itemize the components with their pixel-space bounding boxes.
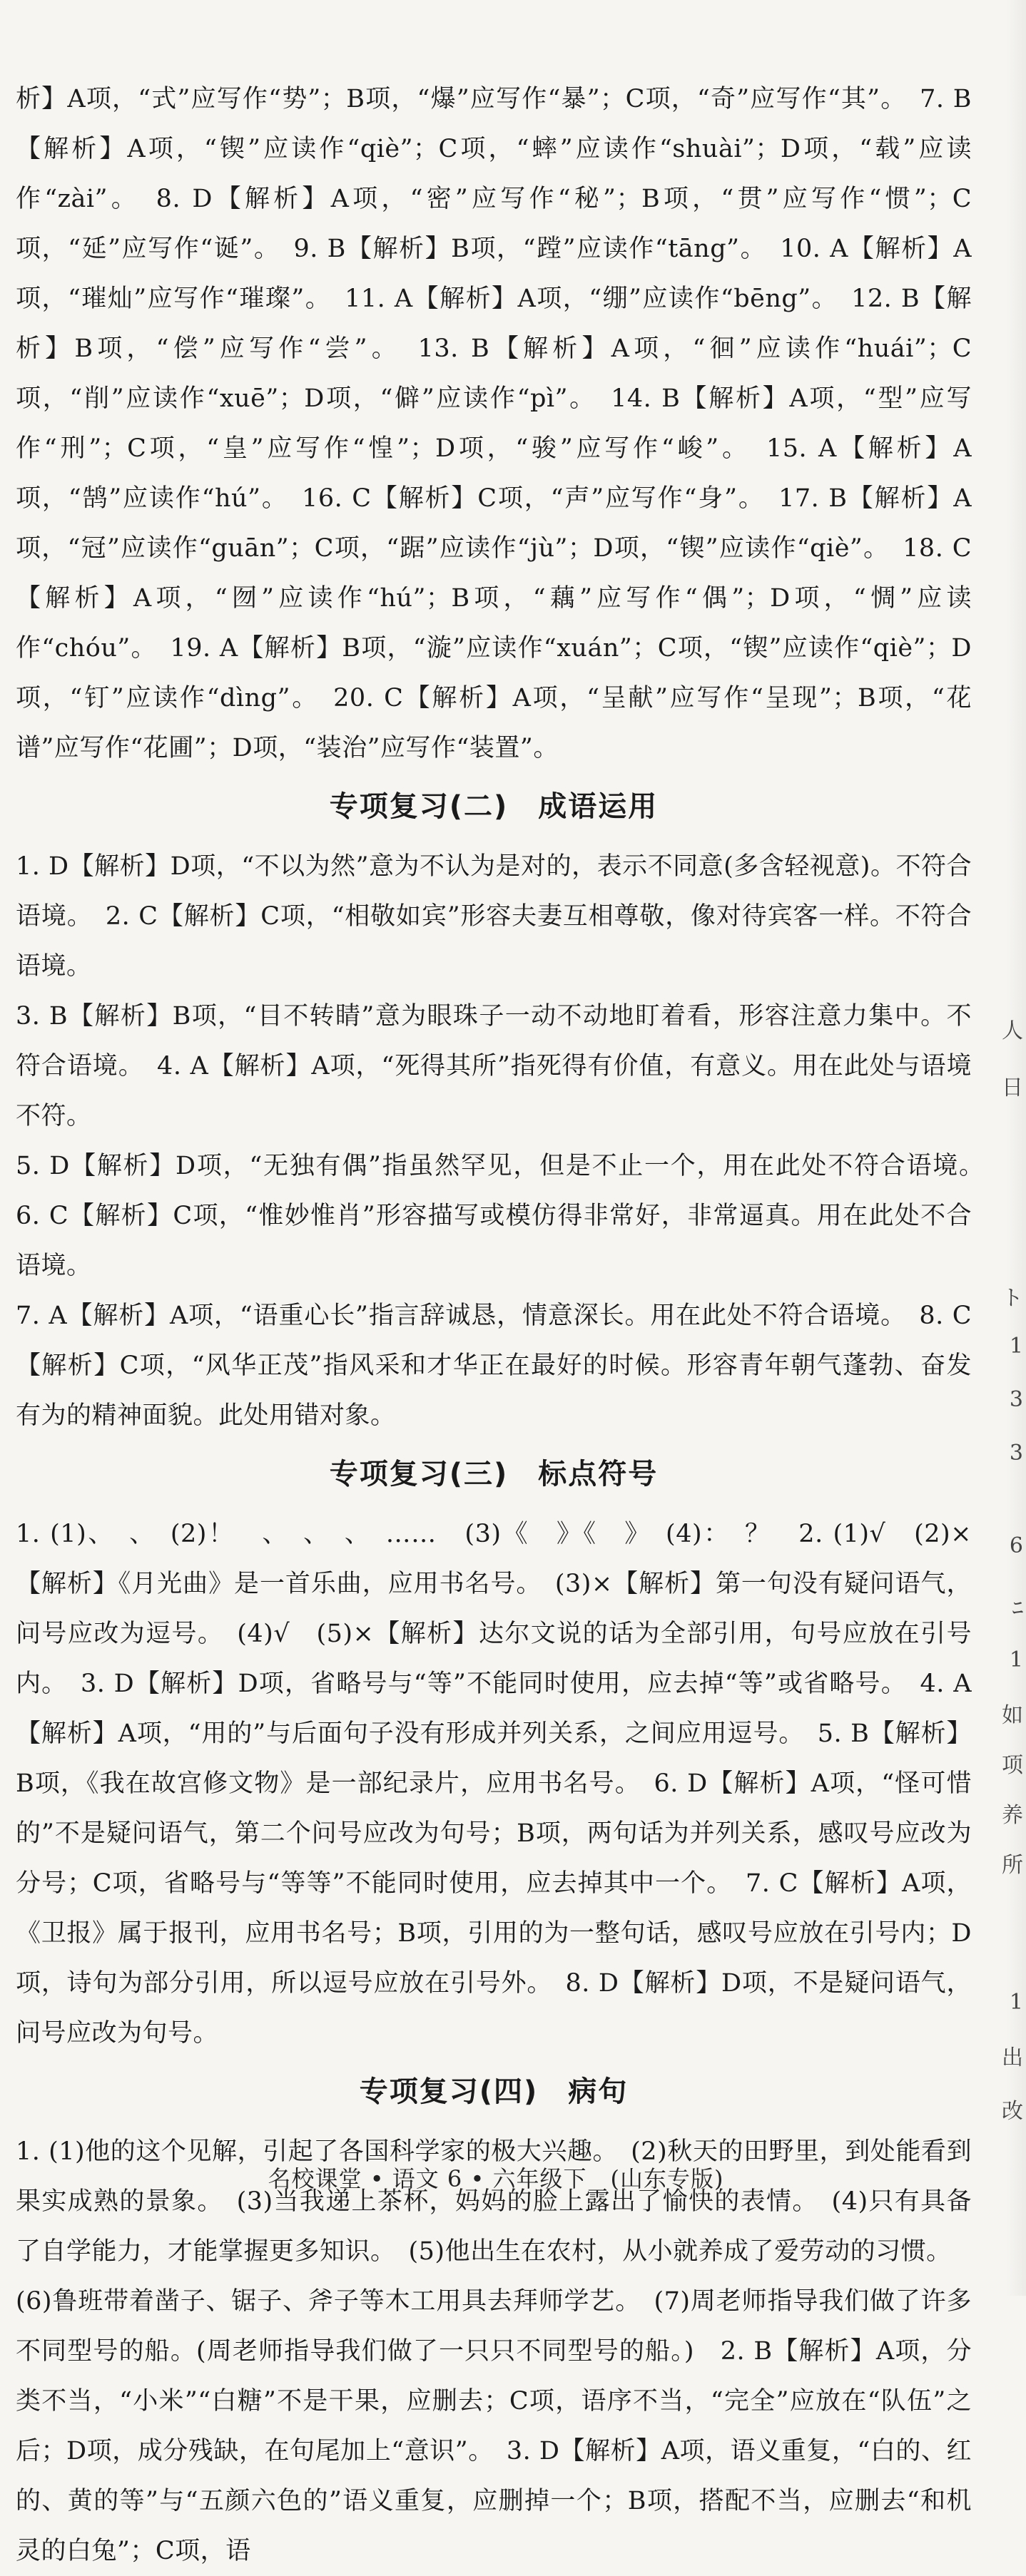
edge-char: ﾆ	[1012, 1596, 1023, 1621]
section1-tail-text: 析】A项，“式”应写作“势”；B项，“爆”应写作“暴”；C项，“奇”应写作“其”。 7. B【解析】A项，“锲”应读作“qiè”；C项，“蟀”应读作“shuài”；D项，“载”应读作“zài”。 8. D【解析】A项，“密”应写作“秘”；B项，“贯”应写作“惯”；C项，“延”应写作“诞”。 9. B【解析】B项，“蹚”应读作“tāng”。 10. A【解析】A项，“璀灿”应写作“璀璨”。 11. A【解析】A项，“绷”应读作“bēng”。 12. B【解析】B项，“偿”应写作“尝”。 13. B【解析】A项，“徊”应读作“huái”；C项，“削”应读作“xuē”；D项，“僻”应读作“pì”。 14. B【解析】A项，“型”应写作“刑”；C项，“皇”应写作“惶”；D项，“骏”应写作“峻”。 15. A【解析】A项，“鹄”应读作“hú”。 16. C【解析】C项，“声”应写作“身”。 17. B【解析】A项，“冠”应读作“guān”；C项，“踞”应读作“jù”；D项，“锲”应读作“qiè”。 18. C【解析】A项，“囫”应读作“hú”；B项，“藕”应写作“偶”；D项，“惆”应读作“chóu”。 19. A【解析】B项，“漩”应读作“xuán”；C项，“锲”应读作“qiè”；D项，“钉”应读作“dìng”。 20. C【解析】A项，“呈献”应写作“呈现”；B项，“花谱”应写作“花圃”；D项，“装治”应写作“装置”。	[16, 85, 972, 762]
edge-char: 如	[1002, 1703, 1023, 1728]
edge-char: 1	[1009, 1647, 1023, 1672]
edge-char: 养	[1002, 1803, 1023, 1828]
section2-paragraph: 5. D【解析】D项，“无独有偶”指虽然罕见，但是不止一个，用在此处不符合语境。 6. C【解析】C项，“惟妙惟肖”形容描写或模仿得非常好，非常逼真。用在此处不合语境。	[16, 1152, 997, 1280]
page-footer: 名校课堂 • 语文 6 • 六年级下 (山东专版)	[268, 2165, 724, 2192]
edge-char: 1	[1009, 1334, 1023, 1359]
edge-char: 6	[1009, 1533, 1023, 1558]
section4-paragraph: 1. (1)他的这个见解，引起了各国科学家的极大兴趣。 (2)秋天的田野里，到处能看到果实成熟的景象。 (3)当我递上茶杯，妈妈的脸上露出了愉快的表情。 (4)只有具备了自学能力，才能掌握更多知识。 (5)他出生在农村，从小就养成了爱劳动的习惯。	[16, 2137, 972, 2266]
edge-char: 所	[1002, 1853, 1023, 1878]
section2-paragraph: 3. B【解析】B项，“目不转睛”意为眼珠子一动不动地盯着看，形容注意力集中。不符合语境。 4. A【解析】A项，“死得其所”指死得有价值，有意义。用在此处与语境不符。	[16, 1002, 972, 1130]
edge-char: 改	[1002, 2099, 1023, 2124]
edge-char: 3	[1009, 1387, 1023, 1412]
answer-column	[16, 74, 997, 2576]
section2-paragraph: 7. A【解析】A项，“语重心长”指言辞诚恳，情意深长。用在此处不符合语境。 8. C【解析】C项，“风华正茂”指风采和才华正在最好的时候。形容青年朝气蓬勃、奋发有为的精神面貌。此处用错对象。	[16, 1302, 972, 1430]
edge-char: 日	[1002, 1075, 1023, 1100]
section4-paragraph: (6)鲁班带着凿子、锯子、斧子等木工用具去拜师学艺。 (7)周老师指导我们做了许多不同型号的船。(周老师指导我们做了一只只不同型号的船。) 2. B【解析】A项，分类不当，“小米”“白糖”不是干果，应删去；C项，语序不当，“完全”应放在“队伍”之后；D项，成分残缺，在句尾加上“意识”。 3. D【解析】A项，语义重复，“白的、红的、黄的等”与“五颜六色的”语义重复，应删掉一个；B项，搭配不当，应删去“和机灵的白兔”；C项，语	[16, 2287, 972, 2565]
edge-char: 出	[1002, 2045, 1023, 2070]
edge-char: 1	[1009, 1990, 1023, 2015]
edge-char: 3	[1009, 1441, 1023, 1466]
edge-char: 人	[1002, 1018, 1023, 1043]
section2-title: 专项复习(二) 成语运用	[329, 790, 659, 823]
section3-paragraph: 1. (1)、 、 (2)！ 、 、 、 …… (3)《 》《 》 (4)： ？ 2. (1)√ (2)×【解析】《月光曲》是一首乐曲，应用书名号。 (3)×【解析】第一句没有疑问语气，问号应改为逗号。 (4)√ (5)×【解析】达尔文说的话为全部引用，句号应放在引号内。 3. D【解析】D项，省略号与“等”不能同时使用，应去掉“等”或省略号。 4. A【解析】A项，“用的”与后面句子没有形成并列关系，之间应用逗号。 5. B【解析】B项，《我在故宫修文物》是一部纪录片，应用书名号。 6. D【解析】A项，“怪可惜的”不是疑问语气，第二个问号应改为句号；B项，两句话为并列关系，感叹号应改为分号；C项，省略号与“等等”不能同时使用，应去掉其中一个。 7. C【解析】A项，《卫报》属于报刊，应用书名号；B项，引用的为一整句话，感叹号应放在引号内；D项，诗句为部分引用，所以逗号应放在引号外。 8. D【解析】D项，不是疑问语气，问号应改为句号。	[16, 1520, 972, 2048]
edge-char: 项	[1002, 1753, 1023, 1778]
section3-title: 专项复习(三) 标点符号	[329, 1458, 659, 1491]
edge-char: ト	[1002, 1286, 1023, 1311]
section4-title: 专项复习(四) 病句	[359, 2075, 629, 2108]
section2-paragraph: 1. D【解析】D项，“不以为然”意为不认为是对的，表示不同意(多含轻视意)。不符合语境。 2. C【解析】C项，“相敬如宾”形容夫妻互相尊敬，像对待宾客一样。不符合语境。	[16, 852, 972, 981]
adjacent-page-edge	[1002, 0, 1026, 2296]
